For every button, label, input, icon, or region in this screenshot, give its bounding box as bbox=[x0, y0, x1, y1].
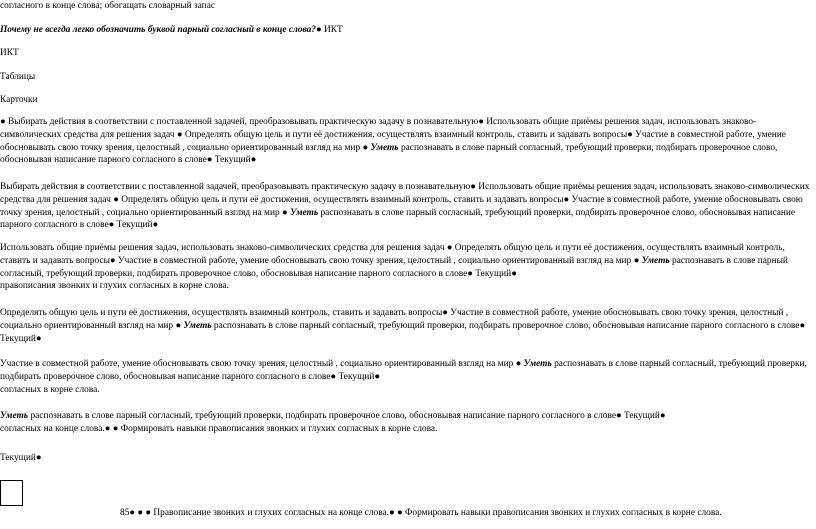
paragraph-5-rest: распознавать в слове парный согласный, требующий проверки, подбирать проверочное слово, обосновывая написание парного согласного в слове● Текущий● bbox=[0, 359, 807, 382]
resource-ikt: ИКТ bbox=[0, 48, 19, 58]
paragraph-4 bbox=[0, 307, 812, 345]
paragraph-2-rest: распознавать в слове парный согласный, требующий проверки, подбирать проверочное слово, обосновывая написание парного согласного в слове● Текущий● bbox=[0, 207, 796, 231]
paragraph-5 bbox=[0, 358, 812, 396]
paragraph-1 bbox=[0, 116, 812, 167]
paragraph-2-bold: Уметь bbox=[290, 207, 319, 218]
paragraph-2 bbox=[0, 181, 812, 232]
paragraph-5-tail: согласных в корне слова. bbox=[0, 384, 100, 395]
lesson-question bbox=[0, 24, 812, 37]
empty-cell-box bbox=[0, 480, 23, 506]
paragraph-4-rest: распознавать в слове парный согласный, требующий проверки, подбирать проверочное слово, обосновывая написание парного согласного в слове● Текущий● bbox=[0, 320, 806, 344]
paragraph-6-bold: Уметь bbox=[0, 411, 29, 421]
paragraph-3-bold: Уметь bbox=[641, 255, 670, 266]
paragraph-4-bold: Уметь bbox=[183, 320, 212, 331]
top-line: согласного в конце слова; обогащать словарный запас bbox=[0, 1, 216, 11]
question-text: Почему не всегда легко обозначить буквой парный согласный в конце слова? bbox=[0, 25, 316, 35]
paragraph-1-bold: Уметь bbox=[370, 142, 399, 153]
paragraph-5-text: Участие в совместной работе, умение обосновывать свою точку зрения, целостный , социально ориентированный взгляд на мир ● bbox=[0, 359, 524, 369]
paragraph-6 bbox=[0, 410, 812, 436]
paragraph-6-tail: согласных на конце слова.● ● Формировать навыки правописания звонких и глухих согласных в корне слова. bbox=[0, 423, 438, 434]
paragraph-5-bold: Уметь bbox=[523, 359, 552, 369]
paragraph-2-text: Выбирать действия в соответствии с поставленной задачей, преобразовывать практическую задачу в познавательную● Использовать общие приёмы решения задач, использовать знаково-символических средства для решения задач ● Определять общую цель и пути её достижения, осуществлять взаимный контроль, ставить и задавать вопросы● Участие в совместной работе, умение обосновывать свою точку зрения, целостный , социально ориентированный взгляд на мир ● bbox=[0, 182, 810, 218]
resource-cards: Карточки bbox=[0, 95, 38, 105]
paragraph-3-tail: правописания звонких и глухих согласных в корне слова. bbox=[0, 281, 229, 292]
paragraph-1-rest: распознавать в слове парный согласный, требующий проверки, подбирать проверочное слово, обосновывая написание парного согласного в слове● Текущий● bbox=[0, 142, 778, 166]
footer-text: 85● ● ● Правописание звонких и глухих согласных на конце слова.● ● Формировать навыки правописания звонких и глухих согласных в корне слова. bbox=[120, 508, 722, 518]
paragraph-6-rest: распознавать в слове парный согласный, требующий проверки, подбирать проверочное слово, обосновывая написание парного согласного в слове● Текущий● bbox=[28, 411, 666, 421]
paragraph-3 bbox=[0, 242, 812, 293]
resource-tables: Таблицы bbox=[0, 72, 36, 82]
paragraph-3-rest: распознавать в слове парный согласный, требующий проверки, подбирать проверочное слово, обосновывая написание парного согласного в слове● Текущий● bbox=[0, 255, 788, 279]
paragraph-4-text: Определять общую цель и пути её достижения, осуществлять взаимный контроль, ставить и задавать вопросы● Участие в совместной работе, умение обосновывать свою точку зрения, целостный , социально ориентированный взгляд на мир ● bbox=[0, 308, 789, 331]
status-text: Текущий● bbox=[0, 453, 42, 463]
paragraph-3-text: Использовать общие приёмы решения задач, использовать знаково-символических средства для решения задач ● Определять общую цель и пути её достижения, осуществлять взаимный контроль, ставить и задавать вопросы● Участие в совместной работе, умение обосновывать свою точку зрения, целостный , социально ориентированный взгляд на мир ● bbox=[0, 243, 785, 266]
paragraph-1-text: ● Выбирать действия в соответствии с поставленной задачей, преобразовывать практическую задачу в познавательную● Использовать общие приёмы решения задач, использовать знаково-символических средства для решения задач ● Определять общую цель и пути её достижения, осуществлять взаимный контроль, ставить и задавать вопросы● Участие в совместной работе, умение обосновывать свою точку зрения, целостный , социально ориентированный взгляд на мир ● bbox=[0, 117, 786, 153]
question-after: ● ИКТ bbox=[315, 25, 343, 35]
